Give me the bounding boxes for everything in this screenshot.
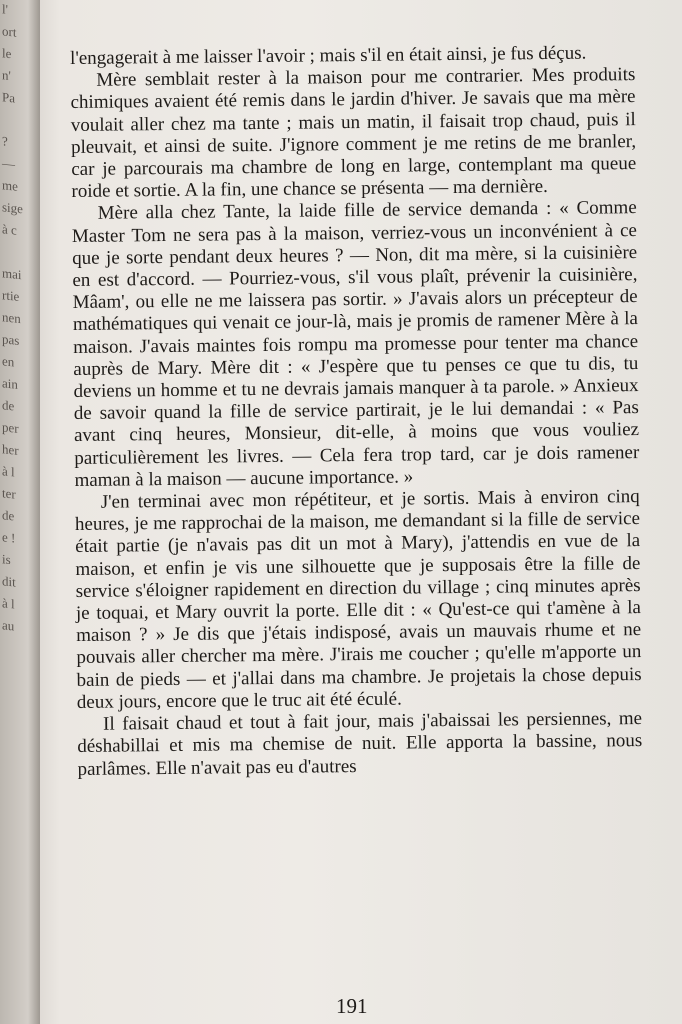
paragraph-2: Mère semblait rester à la maison pour me contrarier. Mes produits chimiques avaient été remis dans le jardin d'hiver. Je savais que ma mère voulait aller chez ma tante ; mais un matin, il faisait trop chaud, puis il pleuvait, et ainsi de suite. J'ignore comment je me retins de me branler, car je parcourais ma chambre de long en large, contemplant ma queue roide et sortie. A la fin, une chance se présenta — ma dernière. bbox=[70, 64, 637, 203]
facing-page-text-fragments: l' ort le n' Pa ? — me sige à c mai rtie nen pas en ain de per her à l ter de e ! is dit à l au bbox=[2, 1, 23, 634]
body-text bbox=[70, 42, 643, 781]
paragraph-4: J'en terminai avec mon répétiteur, et je sortis. Mais à environ cinq heures, je me rapprochai de la maison, me demandant si la fille de service était partie (je n'avais pas dit un mot à Mary), j'attendis en vue de la maison, et enfin je vis une silhouette que je supposais être la fille de service s'éloigner rapidement en direction du village ; cinq minutes après je toquai, et Mary ouvrit la porte. Elle dit : « Qu'est-ce qui t'amène à la maison ? » Je dis que j'étais indisposé, avais un mauvais rhume et ne pouvais aller chercher ma mère. J'irais me coucher ; qu'elle m'apporte un bain de pieds — et j'allai dans ma chambre. Je projetais la chose depuis deux jours, encore que le truc ait été éculé. bbox=[74, 486, 642, 713]
paragraph-1: l'engagerait à me laisser l'avoir ; mais s'il en était ainsi, je fus déçus. bbox=[70, 42, 587, 69]
paragraph-5: Il faisait chaud et tout à fait jour, mais j'abaissai les persiennes, me déshabillai et mis ma chemise de nuit. Elle apporta la bassine, nous parlâmes. Elle n'avait pas eu d'autres bbox=[77, 708, 643, 780]
facing-page-edge bbox=[0, 0, 40, 1024]
page-number: 191 bbox=[336, 994, 368, 1018]
paragraph-3: Mère alla chez Tante, la laide fille de service demanda : « Comme Master Tom ne sera pas à la maison, verriez-vous un inconvénient à ce que je sorte pendant deux heures ? — Non, dit ma mère, si la cuisinière en est d'accord. — Pourriez-vous, s'il vous plaît, prévenir la cuisinière, Mâam', ou elle ne me laissera pas sortir. » J'avais alors un précepteur de mathématiques qui venait ce jour-là, mais je promis de ramener Mère à la maison. J'avais maintes fois rompu ma promesse pour tenter ma chance auprès de Mary. Mère dit : « J'espère que tu penses ce que tu dis, tu deviens un homme et tu ne devrais jamais manquer à ta parole. » Anxieux de savoir quand la fille de service partirait, je le lui demandai : « Pas avant cinq heures, Monsieur, dit-elle, à moins que vous vouliez particulièrement les livres. — Cela fera trop tard, car je dois ramener maman à la maison — aucune importance. » bbox=[71, 197, 640, 491]
